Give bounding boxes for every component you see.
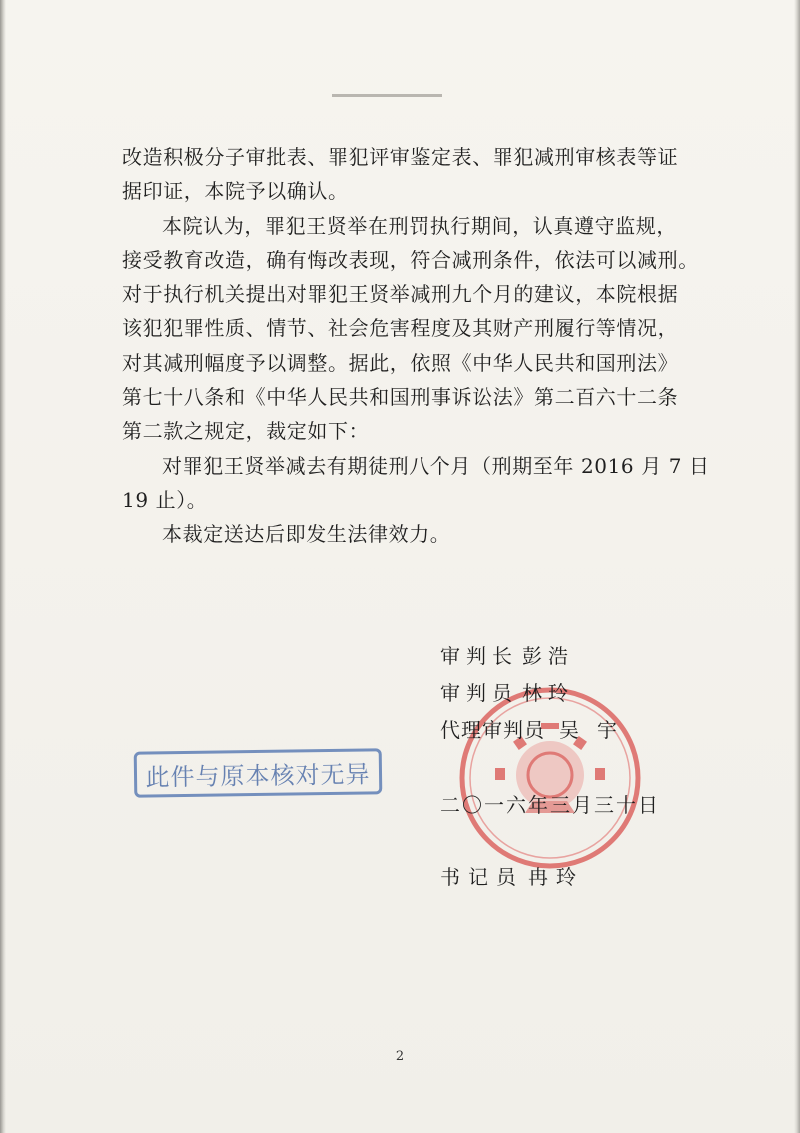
scan-edge-left [0,0,6,1133]
text-line: 该犯犯罪性质、情节、社会危害程度及其财产刑履行等情况， [122,316,679,341]
text-line: 第二款之规定，裁定如下： [122,419,370,444]
text-line: 对于执行机关提出对罪犯王贤举减刑九个月的建议，本院根据 [122,282,679,307]
text-line: 据印证，本院予以确认。 [122,179,349,204]
text-line: 对罪犯王贤举减去有期徒刑八个月（刑期至年 2016 月 7 日 [162,453,710,478]
signature-title: 书记员 [440,865,524,889]
text-line: 改造积极分子审批表、罪犯评审鉴定表、罪犯减刑审核表等证 [122,145,679,169]
signature-title: 审判员 [440,681,518,705]
text-line: 19 止）。 [122,487,208,512]
paragraph-effect [122,517,712,551]
signature-title: 审判长 [440,644,518,668]
court-seal-icon [455,683,645,873]
text-line: 接受教育改造，确有悔改表现，符合减刑条件，依法可以减刑。 [122,247,699,272]
signature-presiding-judge [440,640,574,669]
signature-acting-judge [440,714,635,743]
signature-clerk [440,861,584,890]
header-rule [332,94,442,97]
ruling-body [122,140,712,552]
text-line: 对其减刑幅度予以调整。据此，依照《中华人民共和国刑法》 [122,350,679,375]
copy-verification-stamp: 此件与原本核对无异 [134,748,383,797]
scan-edge-right [794,0,800,1133]
signature-name: 彭浩 [522,644,574,668]
ruling-date: 二〇一六年三月三十日 [440,793,660,817]
paragraph-evidence [122,140,712,209]
signature-name: 林玲 [522,681,574,705]
signature-title: 代理审判员 [440,718,545,742]
signature-name: 冉玲 [528,865,584,889]
paragraph-ruling [122,449,712,518]
signature-name: 吴宇 [559,718,635,742]
text-line: 本院认为，罪犯王贤举在刑罚执行期间，认真遵守监规， [162,213,677,238]
text-line: 本裁定送达后即发生法律效力。 [162,522,451,547]
signature-judge [440,677,574,706]
page-number: 2 [395,1049,405,1064]
paragraph-reasoning [122,209,712,449]
text-line: 第七十八条和《中华人民共和国刑事诉讼法》第二百六十二条 [122,385,679,410]
